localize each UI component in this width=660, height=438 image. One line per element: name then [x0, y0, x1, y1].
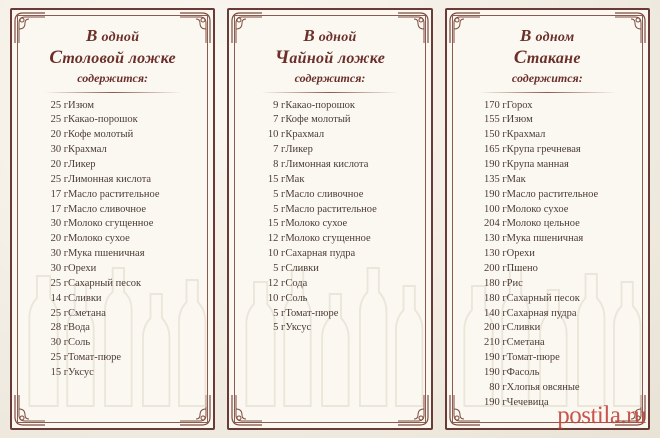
ingredient-name: Лимонная кислота: [68, 173, 152, 185]
ingredient-name: Крахмал: [68, 144, 107, 156]
ingredient-name: Какао-порошок: [68, 114, 138, 126]
table-row: [241, 172, 418, 187]
title-rest: толовой ложке: [62, 50, 176, 67]
table-row: [241, 276, 418, 291]
ingredient-name: Уксус: [68, 366, 94, 378]
ingredient-name: Молоко сгущенное: [285, 233, 371, 245]
ingredient-name: Молоко сухое: [285, 218, 348, 230]
site-watermark: [557, 402, 646, 430]
ingredient-quantity: 7 г: [273, 144, 286, 156]
ingredient-name: Мак: [506, 173, 526, 185]
ingredient-name: Какао-порошок: [285, 99, 356, 111]
ingredient-name: Кофе молотый: [68, 129, 134, 141]
ingredient-name: Крахмал: [506, 129, 546, 141]
table-row: [241, 247, 418, 262]
ingredient-name: Сливки: [285, 262, 319, 274]
table-row: [459, 172, 636, 187]
ingredient-name: Томат-пюре: [285, 307, 339, 319]
ingredient-quantity: 190 г: [483, 352, 507, 364]
table-row: [24, 321, 201, 336]
table-row: [24, 143, 201, 158]
table-row: [241, 306, 418, 321]
ingredient-quantity: 12 г: [267, 233, 286, 245]
divider: [261, 92, 399, 93]
table-row: [241, 98, 418, 113]
ingredient-name: Сливки: [506, 322, 541, 334]
table-row: [459, 98, 636, 113]
ingredient-name: Ликер: [68, 158, 96, 170]
table-row: [459, 187, 636, 202]
ingredient-quantity: 20 г: [50, 158, 68, 170]
table-row: [459, 232, 636, 247]
table-body: [241, 98, 418, 336]
table-row: [459, 157, 636, 172]
table-row: [24, 306, 201, 321]
ingredient-name: Сахарный песок: [68, 277, 142, 289]
ingredient-quantity: 17 г: [50, 203, 68, 215]
table-body: [24, 98, 201, 380]
card-title: [241, 26, 418, 86]
title-capital: В: [303, 26, 315, 45]
ingredient-quantity: 155 г: [483, 114, 507, 126]
ingredient-name: Лимонная кислота: [285, 158, 369, 170]
table-row: [24, 187, 201, 202]
ingredient-name: Крахмал: [285, 129, 325, 141]
ingredient-quantity: 130 г: [483, 248, 507, 260]
ingredient-quantity: 190 г: [483, 158, 507, 170]
card-title: [459, 26, 636, 86]
table-row: [459, 128, 636, 143]
ingredient-quantity: 200 г: [483, 322, 507, 334]
ingredient-quantity: 80 г: [489, 381, 507, 393]
ingredient-quantity: 25 г: [50, 173, 68, 185]
table-row: [24, 365, 201, 380]
ingredient-table-teaspoon: [241, 98, 418, 336]
ingredient-quantity: 5 г: [273, 307, 286, 319]
table-row: [24, 247, 201, 262]
ingredient-quantity: 25 г: [50, 114, 68, 126]
table-row: [459, 276, 636, 291]
ingredient-quantity: 15 г: [267, 173, 286, 185]
ingredient-quantity: 25 г: [50, 99, 68, 111]
ingredient-name: Рис: [506, 277, 523, 289]
table-row: [241, 143, 418, 158]
table-row: [24, 351, 201, 366]
card-glass: [445, 8, 650, 430]
ingredient-name: Вода: [68, 322, 90, 334]
ingredient-quantity: 190 г: [483, 366, 507, 378]
table-row: [241, 232, 418, 247]
table-row: [241, 217, 418, 232]
title-subtitle: содержится:: [511, 71, 583, 85]
ingredient-quantity: 9 г: [273, 99, 286, 111]
table-row: [24, 291, 201, 306]
table-row: [241, 202, 418, 217]
title-rest: одном: [531, 30, 575, 45]
title-rest: айной ложке: [289, 50, 386, 67]
ingredient-quantity: 25 г: [50, 352, 68, 364]
ingredient-quantity: 20 г: [50, 129, 68, 141]
ingredient-quantity: 15 г: [50, 366, 68, 378]
title-capital: С: [49, 47, 63, 68]
ingredient-quantity: 180 г: [483, 292, 507, 304]
ingredient-name: Горох: [506, 99, 533, 111]
ingredient-name: Крупа гречневая: [506, 144, 581, 156]
ingredient-name: Фасоль: [506, 366, 540, 378]
ingredient-quantity: 10 г: [267, 292, 286, 304]
ingredient-quantity: 190 г: [483, 188, 507, 200]
table-row: [24, 202, 201, 217]
table-row: [24, 217, 201, 232]
ingredient-quantity: 20 г: [50, 233, 68, 245]
table-row: [459, 306, 636, 321]
ingredient-quantity: 204 г: [483, 218, 507, 230]
ingredient-quantity: 210 г: [483, 337, 507, 349]
table-row: [24, 113, 201, 128]
ingredient-quantity: 30 г: [50, 337, 68, 349]
ingredient-name: Сахарная пудра: [285, 248, 356, 260]
table-row: [459, 217, 636, 232]
ingredient-name: Сода: [285, 277, 308, 289]
ingredient-name: Томат-пюре: [506, 352, 560, 364]
ingredient-name: Молоко цельное: [506, 218, 580, 230]
ingredient-quantity: 130 г: [483, 233, 507, 245]
table-row: [24, 157, 201, 172]
ingredient-name: Сливки: [68, 292, 102, 304]
table-row: [241, 291, 418, 306]
card-title: [24, 26, 201, 86]
ingredient-name: Кофе молотый: [285, 114, 351, 126]
table-row: [24, 261, 201, 276]
ingredient-name: Пшено: [506, 262, 538, 274]
table-row: [24, 128, 201, 143]
ingredient-quantity: 12 г: [267, 277, 286, 289]
table-row: [459, 113, 636, 128]
ingredient-name: Орехи: [68, 262, 97, 274]
table-row: [241, 187, 418, 202]
ingredient-table-glass: [459, 98, 636, 410]
table-row: [241, 321, 418, 336]
table-row: [459, 261, 636, 276]
table-row: [459, 143, 636, 158]
ingredient-name: Сметана: [506, 337, 545, 349]
ingredient-name: Томат-пюре: [68, 352, 122, 364]
table-row: [241, 113, 418, 128]
table-row: [24, 336, 201, 351]
ingredient-quantity: 135 г: [483, 173, 507, 185]
ingredient-quantity: 28 г: [50, 322, 68, 334]
ingredient-name: Хлопья овсяные: [506, 381, 580, 393]
divider: [44, 92, 182, 93]
table-row: [241, 261, 418, 276]
ingredient-name: Масло сливочное: [285, 188, 364, 200]
ingredient-name: Мак: [285, 173, 305, 185]
ingredient-name: Мука пшеничная: [68, 248, 145, 260]
title-rest: такане: [526, 50, 581, 67]
ingredient-name: Сахарный песок: [506, 292, 580, 304]
ingredient-quantity: 14 г: [50, 292, 68, 304]
title-subtitle: содержится:: [294, 71, 366, 85]
card-tablespoon: [10, 8, 215, 430]
ingredient-quantity: 17 г: [50, 188, 68, 200]
ingredient-quantity: 190 г: [483, 396, 507, 408]
ingredient-name: Масло растительное: [506, 188, 599, 200]
ingredient-name: Соль: [285, 292, 308, 304]
ingredient-quantity: 10 г: [267, 129, 286, 141]
ingredient-quantity: 170 г: [483, 99, 507, 111]
ingredient-quantity: 150 г: [483, 129, 507, 141]
ingredient-quantity: 30 г: [50, 218, 68, 230]
ingredient-name: Соль: [68, 337, 91, 349]
ingredient-quantity: 5 г: [273, 188, 286, 200]
ingredient-name: Изюм: [68, 99, 95, 111]
ingredient-quantity: 100 г: [483, 203, 507, 215]
ingredient-name: Масло растительное: [285, 203, 377, 215]
title-subtitle: содержится:: [77, 71, 149, 85]
card-content: [234, 15, 425, 423]
table-row: [24, 172, 201, 187]
ingredient-quantity: 25 г: [50, 307, 68, 319]
ingredient-name: Сметана: [68, 307, 106, 319]
ingredient-quantity: 180 г: [483, 277, 507, 289]
title-capital: Ч: [274, 47, 290, 68]
ingredient-name: Молоко сухое: [68, 233, 130, 245]
table-row: [459, 365, 636, 380]
table-row: [459, 351, 636, 366]
title-capital: С: [513, 47, 527, 68]
title-capital: В: [520, 26, 532, 45]
ingredient-quantity: 5 г: [273, 203, 286, 215]
ingredient-name: Масло растительное: [68, 188, 160, 200]
ingredient-quantity: 30 г: [50, 144, 68, 156]
table-row: [24, 276, 201, 291]
ingredient-name: Мука пшеничная: [506, 233, 584, 245]
ingredient-name: Изюм: [506, 114, 533, 126]
ingredient-quantity: 7 г: [273, 114, 286, 126]
table-row: [24, 98, 201, 113]
table-row: [459, 291, 636, 306]
ingredient-quantity: 30 г: [50, 248, 68, 260]
ingredient-quantity: 140 г: [483, 307, 507, 319]
ingredient-name: Молоко сухое: [506, 203, 569, 215]
ingredient-name: Крупа манная: [506, 158, 569, 170]
table-row: [459, 380, 636, 395]
ingredient-quantity: 200 г: [483, 262, 507, 274]
table-row: [24, 232, 201, 247]
ingredient-quantity: 165 г: [483, 144, 507, 156]
title-capital: В: [86, 26, 98, 45]
table-row: [241, 128, 418, 143]
ingredient-name: Молоко сгущенное: [68, 218, 154, 230]
ingredient-table-tablespoon: [24, 98, 201, 380]
ingredient-quantity: 25 г: [50, 277, 68, 289]
ingredient-name: Масло сливочное: [68, 203, 147, 215]
ingredient-quantity: 5 г: [273, 322, 286, 334]
ingredient-quantity: 5 г: [273, 262, 286, 274]
table-row: [459, 336, 636, 351]
ingredient-quantity: 30 г: [50, 262, 68, 274]
ingredient-name: Уксус: [285, 322, 312, 334]
divider: [478, 92, 616, 93]
ingredient-quantity: 8 г: [273, 158, 286, 170]
ingredient-name: Орехи: [506, 248, 535, 260]
title-rest: одной: [97, 30, 140, 45]
table-row: [459, 247, 636, 262]
card-teaspoon: [227, 8, 432, 430]
ingredient-name: Сахарная пудра: [506, 307, 577, 319]
table-row: [459, 202, 636, 217]
card-content: [17, 15, 208, 423]
table-body: [459, 98, 636, 410]
card-content: [452, 15, 643, 423]
ingredient-name: Ликер: [285, 144, 313, 156]
table-row: [459, 321, 636, 336]
ingredient-quantity: 15 г: [267, 218, 286, 230]
watermark-text: postila.ru: [557, 402, 646, 429]
title-rest: одной: [315, 30, 357, 45]
table-row: [241, 157, 418, 172]
ingredient-quantity: 10 г: [267, 248, 286, 260]
ingredient-name: Чечевица: [506, 396, 549, 408]
